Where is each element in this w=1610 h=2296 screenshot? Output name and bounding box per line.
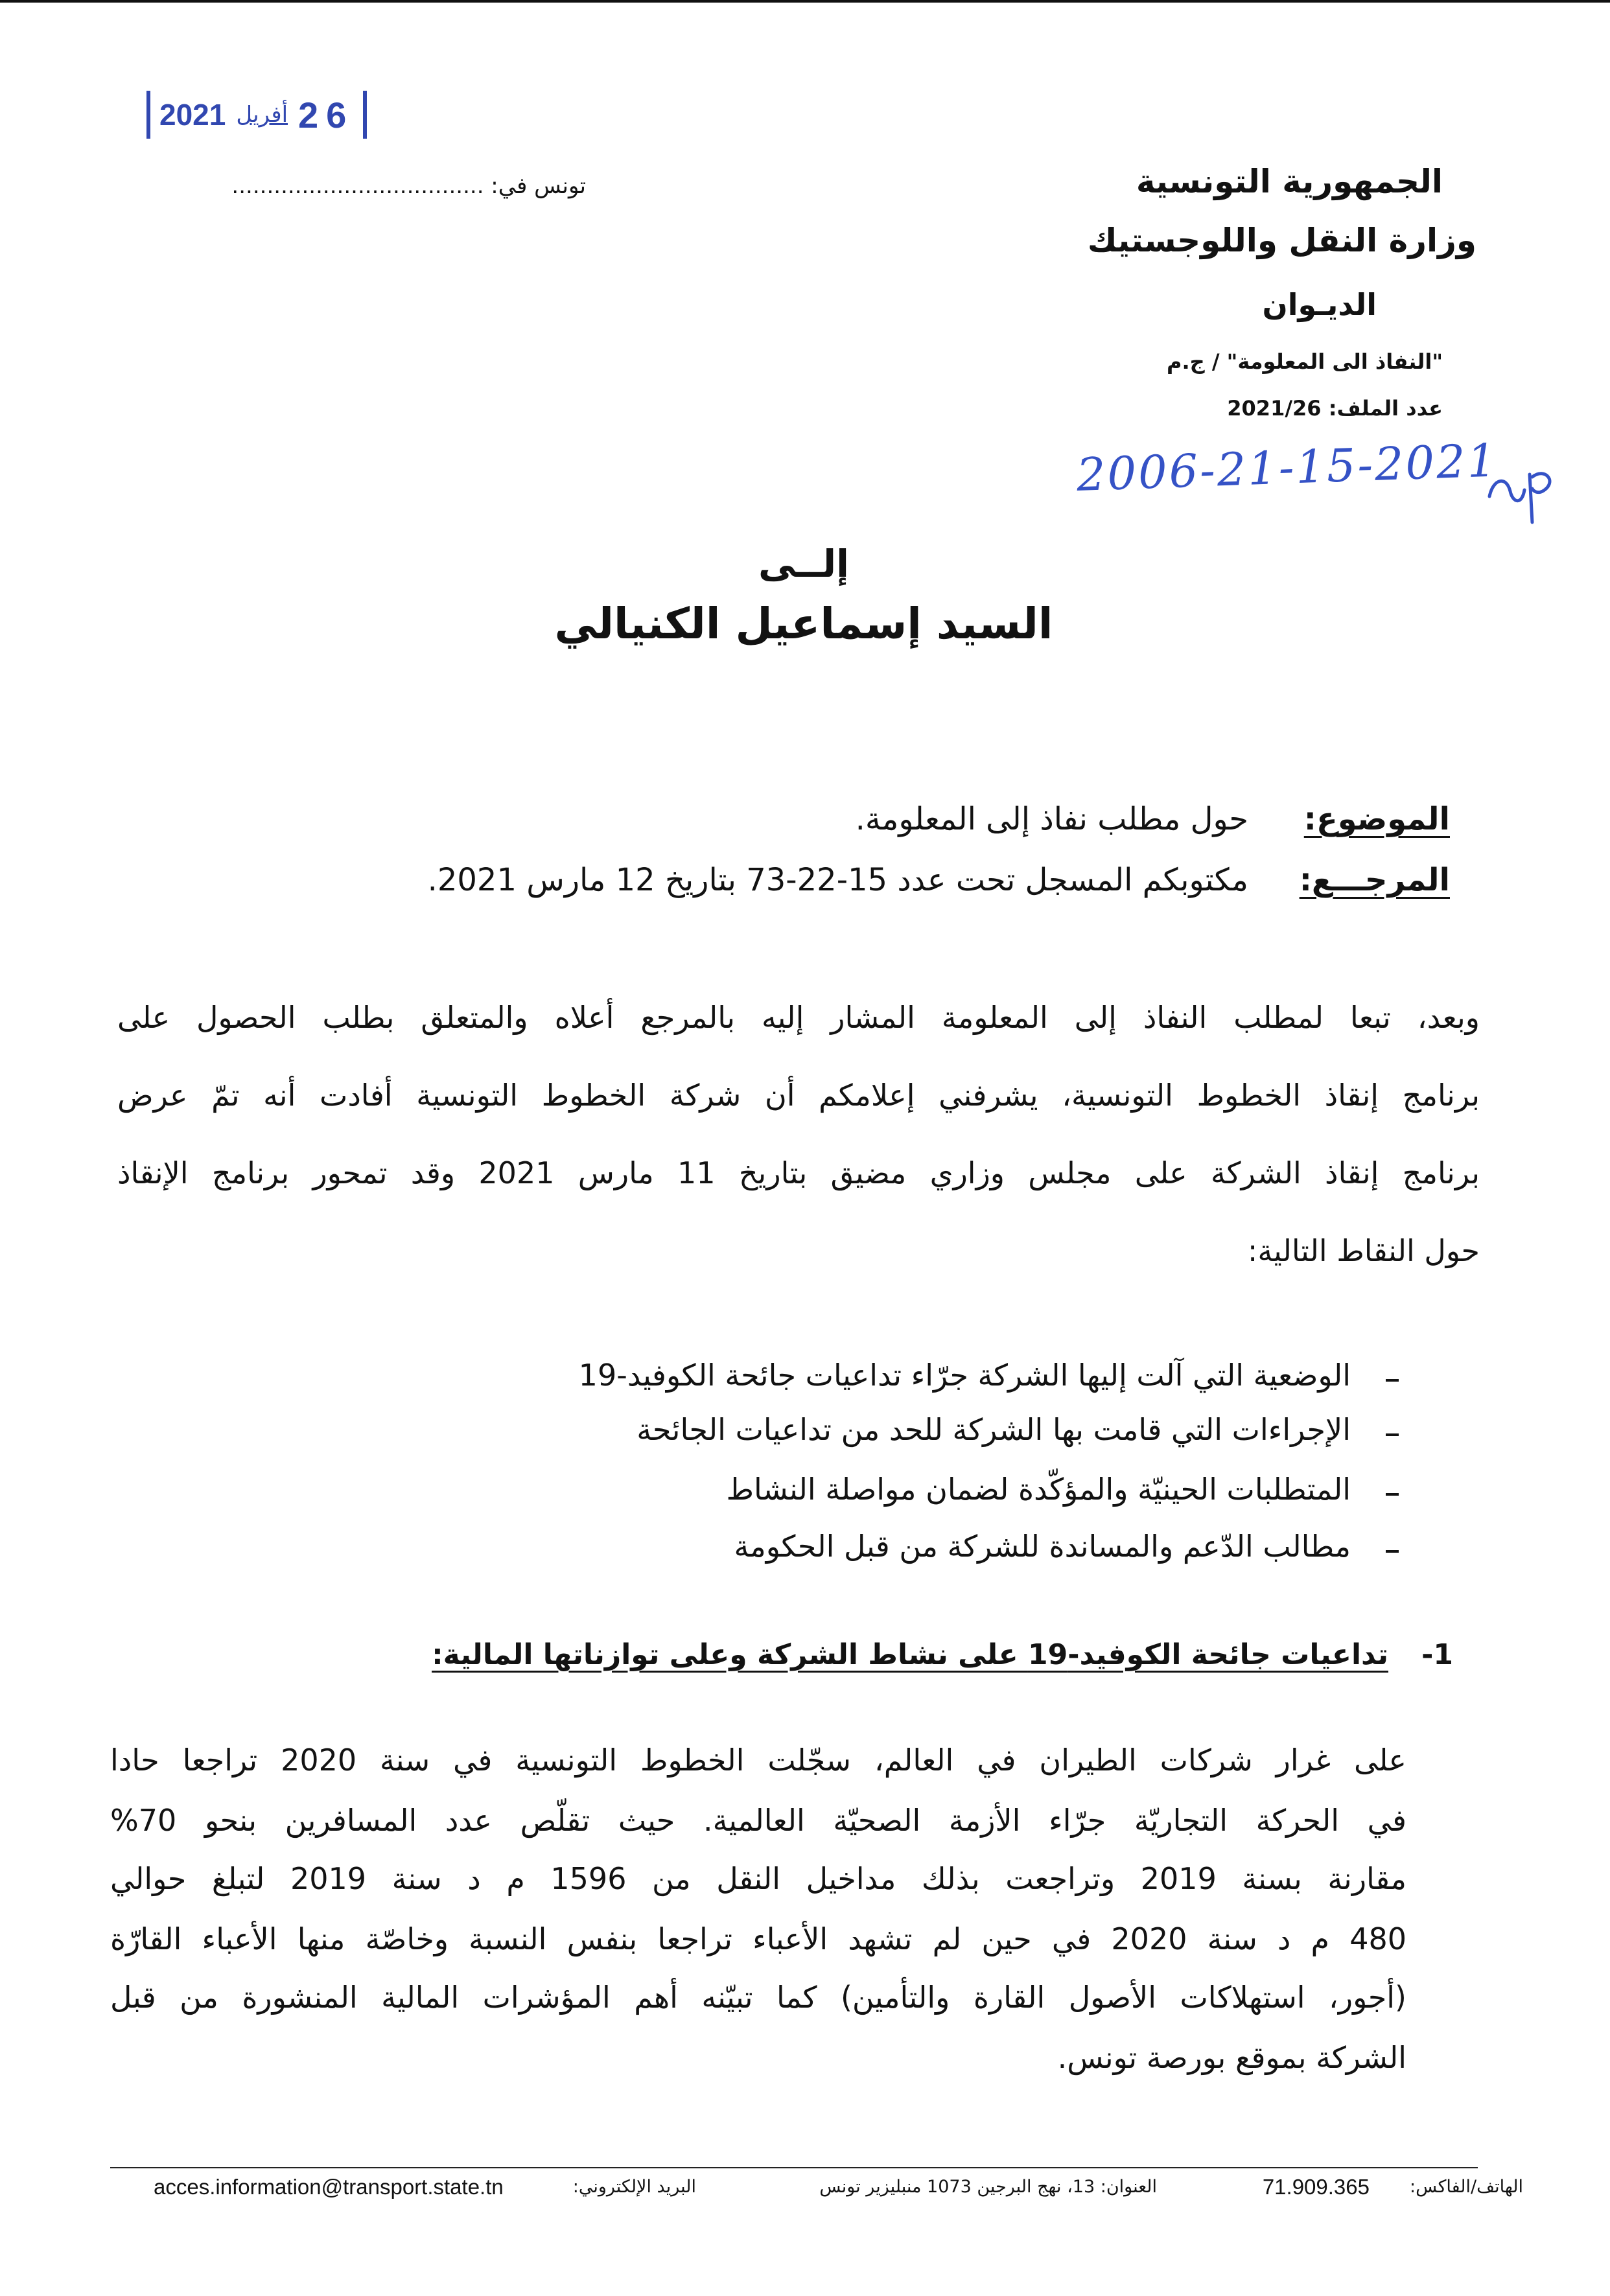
- stamp-day: 26: [298, 94, 355, 135]
- stamp-year: 2021: [159, 98, 226, 132]
- header-republic: الجمهورية التونسية: [1136, 163, 1443, 200]
- section-title: تداعيات جائحة الكوفيد-19 على نشاط الشركة وعلى توازناتها المالية:: [432, 1638, 1388, 1671]
- section-number: 1-: [1421, 1638, 1453, 1671]
- reference-text: مكتوبكم المسجل تحت عدد 15-22-73 بتاريخ 12 مارس 2021.: [427, 862, 1248, 898]
- footer-phone-label: الهاتف/الفاكس:: [1410, 2177, 1523, 2197]
- list-item: الإجراءات التي قامت بها الشركة للحد من تداعيات الجائحة: [636, 1412, 1351, 1447]
- intro-paragraph-line: وبعد، تبعا لمطلب النفاذ إلى المعلومة المشار إليه بالمرجع أعلاه والمتعلق بطلب الحصول على: [117, 1000, 1480, 1035]
- intro-paragraph-line: برنامج إنقاذ الشركة على مجلس وزاري مضيق بتاريخ 11 مارس 2021 وقد تمحور برنامج الإنقاذ: [117, 1155, 1480, 1190]
- file-number: عدد الملف: 2021/26: [1227, 396, 1443, 421]
- section-paragraph-line: الشركة بموقع بورصة تونس.: [1057, 2040, 1406, 2075]
- list-item: المتطلبات الحينيّة والمؤكّدة لضمان مواصلة النشاط: [726, 1472, 1351, 1507]
- handwritten-reference: 2006-21-15-2021: [1075, 434, 1499, 502]
- recipient-to: إلــى: [758, 542, 849, 586]
- reference-label: المرجـــع:: [1299, 862, 1450, 898]
- section-paragraph-line: 480 م د سنة 2020 في حين لم تشهد الأعباء تراجعا بنفس النسبة وخاصّة منها الأعباء القارّة: [110, 1921, 1406, 1956]
- stamp-month: أفريل: [236, 102, 288, 128]
- footer-email: acces.information@transport.state.tn: [154, 2175, 504, 2199]
- header-office: الديـوان: [1262, 287, 1377, 322]
- header-unit: "النفاذ الى المعلومة" / ج.م: [1167, 349, 1443, 374]
- handwritten-scribble-icon: [1484, 450, 1562, 528]
- list-item: الوضعية التي آلت إليها الشركة جرّاء تداعيات جائحة الكوفيد-19: [578, 1358, 1351, 1393]
- section-paragraph-line: في الحركة التجاريّة جرّاء الأزمة الصحيّة العالمية. حيث تقلّص عدد المسافرين بنحو 70%: [110, 1803, 1406, 1838]
- footer-email-label: البريد الإلكتروني:: [572, 2177, 696, 2197]
- section-paragraph-line: على غرار شركات الطيران في العالم، سجّلت الخطوط التونسية في سنة 2020 تراجعا حادا: [110, 1743, 1406, 1778]
- subject-label: الموضوع:: [1303, 801, 1450, 837]
- date-stamp: [146, 91, 367, 139]
- recipient-name: السيد إسماعيل الكنيالي: [554, 599, 1053, 649]
- bullet-dash: [1386, 1379, 1399, 1382]
- list-item: مطالب الدّعم والمساندة للشركة من قبل الحكومة: [734, 1529, 1351, 1564]
- intro-paragraph-line: برنامج إنقاذ الخطوط التونسية، يشرفني إعلامكم أن شركة الخطوط التونسية أفادت أنه تمّ عرض: [117, 1078, 1480, 1113]
- place-date-line: تونس في: ....................................: [231, 173, 586, 199]
- subject-text: حول مطلب نفاذ إلى المعلومة.: [855, 801, 1248, 837]
- footer-address: العنوان: 13، نهج البرجين 1073 منبليزير تونس: [819, 2177, 1157, 2197]
- bullet-dash: [1386, 1433, 1399, 1436]
- section-paragraph-line: (أجور، استهلاكات الأصول القارة والتأمين) كما تبيّنه أهم المؤشرات المالية المنشورة من قبل: [110, 1980, 1406, 2015]
- section-paragraph-line: مقارنة بسنة 2019 وتراجعت بذلك مداخيل النقل من 1596 م د سنة 2019 لتبلغ حوالي: [110, 1861, 1406, 1896]
- intro-paragraph-line: حول النقاط التالية:: [1247, 1233, 1480, 1268]
- bullet-dash: [1386, 1550, 1399, 1553]
- footer-divider: [110, 2167, 1478, 2168]
- footer-phone: 71.909.365: [1262, 2175, 1370, 2199]
- header-ministry: وزارة النقل واللوجستيك: [1087, 222, 1476, 259]
- bullet-dash: [1386, 1493, 1399, 1496]
